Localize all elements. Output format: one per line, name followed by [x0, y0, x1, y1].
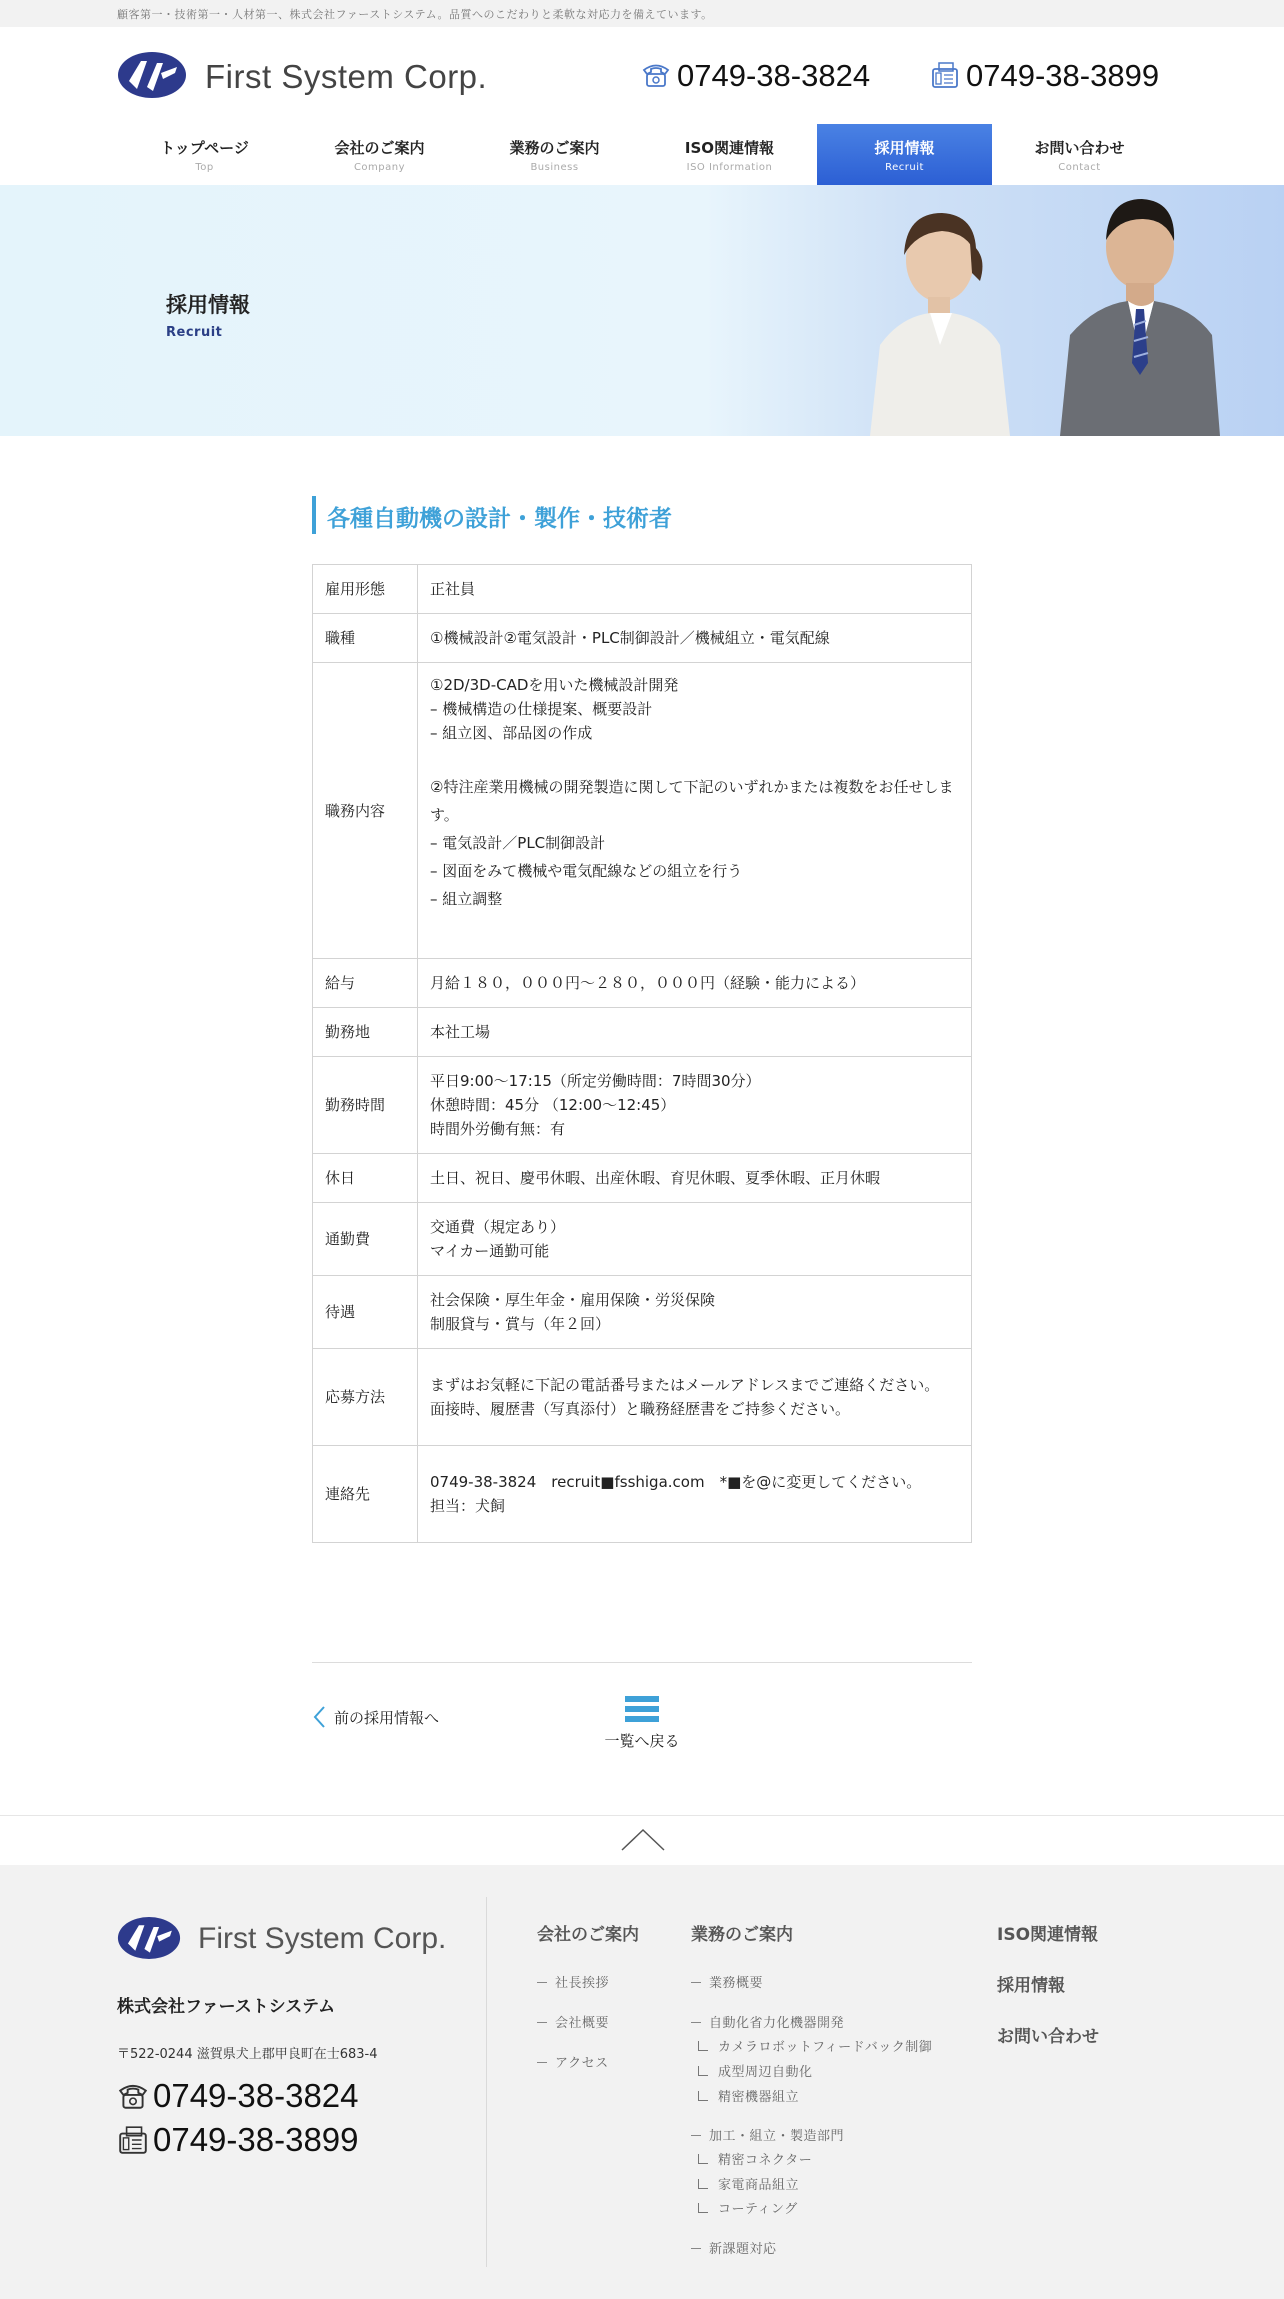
apply-line: まずはお気軽に下記の電話番号またはメールアドレスまでご連絡ください。 [430, 1376, 940, 1394]
commute-line: 交通費（規定あり） [430, 1218, 566, 1236]
footer-link-label: 社長挨拶 [555, 1976, 610, 1991]
row-value [418, 1349, 972, 1446]
nav-label: ISO関連情報 [684, 139, 775, 157]
table-row [313, 614, 972, 663]
elbow-icon [698, 2154, 708, 2164]
footer-sublink-label: 精密コネクター [718, 2153, 813, 2168]
nav-sublabel: Company [353, 162, 406, 173]
footer-sublink-connector[interactable] [698, 2149, 812, 2168]
footer-link-business-overview[interactable] [691, 1972, 763, 1991]
nav-company[interactable] [292, 124, 467, 185]
row-value: 月給１８０，０００円～２８０，０００円（経験・能力による） [418, 959, 972, 1008]
header-phone-number: 0749-38-3824 [677, 58, 871, 93]
chevron-left-icon [312, 1705, 326, 1729]
nav-label: お問い合わせ [1034, 139, 1125, 157]
nav-contact[interactable] [992, 124, 1167, 185]
table-row [313, 663, 972, 959]
footer-link-overview[interactable] [537, 2012, 609, 2031]
footer-menu-company[interactable]: 会社のご案内 [537, 1925, 639, 1945]
table-row [313, 565, 972, 614]
footer-phone[interactable] [117, 2077, 359, 2115]
footer-sublink-label: コーティング [718, 2202, 798, 2217]
page-top-arrow-icon[interactable] [620, 1828, 666, 1852]
row-label: 職種 [313, 614, 418, 663]
content-divider [312, 1662, 972, 1663]
contact-line: 0749-38-3824 recruit■fsshiga.com *■を@に変更してください。 [430, 1473, 922, 1491]
row-label: 待遇 [313, 1276, 418, 1349]
footer-logo-wordmark[interactable]: First System Corp. [198, 1922, 447, 1955]
nav-sublabel: Recruit [885, 162, 924, 173]
header-fax-number: 0749-38-3899 [966, 58, 1160, 93]
footer-menu-iso[interactable]: ISO関連情報 [997, 1925, 1099, 1945]
dash-icon [537, 2022, 547, 2023]
business-people-photo [820, 185, 1284, 436]
site-footer [0, 1865, 1284, 2299]
footer-sublink-molding[interactable] [698, 2061, 813, 2080]
table-row [313, 1057, 972, 1154]
footer-sublink-coating[interactable] [698, 2198, 798, 2217]
footer-company-name: 株式会社ファーストシステム [117, 1997, 336, 2017]
row-label: 休日 [313, 1154, 418, 1203]
footer-sublink-label: 精密機器組立 [718, 2090, 800, 2105]
row-value: 正社員 [418, 565, 972, 614]
company-logo-icon[interactable] [117, 51, 187, 99]
elbow-icon [698, 2179, 708, 2189]
row-label: 通勤費 [313, 1203, 418, 1276]
footer-sublink-camera-robot[interactable] [698, 2036, 932, 2055]
footer-menu-recruit[interactable]: 採用情報 [997, 1976, 1065, 1996]
elbow-icon [698, 2041, 708, 2051]
spacer [430, 745, 959, 773]
table-row [313, 959, 972, 1008]
footer-sublink-label: 家電商品組立 [718, 2178, 800, 2193]
footer-link-access[interactable] [537, 2052, 609, 2071]
row-label: 給与 [313, 959, 418, 1008]
logo-wordmark[interactable]: First System Corp. [205, 58, 488, 95]
row-value: 本社工場 [418, 1008, 972, 1057]
tagline-text: 顧客第一・技術第一・人材第一、株式会社ファーストシステム。品質へのこだわりと柔軟な対応力を備えています。 [117, 8, 713, 21]
row-value [418, 1057, 972, 1154]
elbow-icon [698, 2091, 708, 2101]
prev-recruit-label: 前の採用情報へ [334, 1709, 440, 1727]
footer-sublink-label: 成型周辺自動化 [718, 2065, 813, 2080]
dash-icon [691, 2022, 701, 2023]
nav-business[interactable] [467, 124, 642, 185]
row-label: 職務内容 [313, 663, 418, 959]
table-row [313, 1446, 972, 1543]
footer-sublink-appliance[interactable] [698, 2174, 799, 2193]
table-row [313, 1154, 972, 1203]
hours-line: 時間外労働有無：有 [430, 1120, 566, 1138]
main-nav [117, 124, 1167, 185]
telephone-icon [117, 2081, 149, 2111]
row-label: 勤務地 [313, 1008, 418, 1057]
row-value [418, 663, 972, 959]
footer-link-automation[interactable] [691, 2012, 844, 2031]
row-value: ①機械設計②電気設計・PLC制御設計／機械組立・電気配線 [418, 614, 972, 663]
nav-top[interactable] [117, 124, 292, 185]
hours-line: 平日9:00～17:15（所定労働時間：7時間30分） [430, 1072, 761, 1090]
elbow-icon [698, 2203, 708, 2213]
dash-icon [537, 2062, 547, 2063]
benefits-line: 制服貸与・賞与（年２回） [430, 1315, 611, 1333]
footer-logo-icon[interactable] [117, 1916, 181, 1960]
nav-iso[interactable] [642, 124, 817, 185]
footer-fax-number: 0749-38-3899 [153, 2121, 359, 2158]
row-label: 連絡先 [313, 1446, 418, 1543]
table-row [313, 1008, 972, 1057]
fax-icon [117, 2125, 149, 2155]
duties-line: – 機械構造の仕様提案、概要設計 [430, 700, 653, 718]
footer-link-label: 業務概要 [709, 1976, 764, 1991]
header-fax[interactable] [930, 58, 1159, 94]
telephone-icon [641, 61, 671, 89]
footer-menu-contact[interactable]: お問い合わせ [997, 2027, 1099, 2047]
contact-line: 担当：犬飼 [430, 1497, 506, 1515]
row-value [418, 1276, 972, 1349]
nav-sublabel: Contact [1058, 162, 1101, 173]
hero-title: 採用情報 [166, 293, 250, 317]
nav-sublabel: ISO Information [686, 162, 773, 173]
footer-sublink-label: カメラロボットフィードバック制御 [718, 2040, 933, 2055]
hero-banner [0, 185, 1284, 436]
footer-menu-business[interactable]: 業務のご案内 [691, 1925, 793, 1945]
nav-sublabel: Top [195, 162, 214, 173]
footer-link-label: 加工・組立・製造部門 [709, 2129, 845, 2144]
row-value [418, 1203, 972, 1276]
footer-link-label: 新課題対応 [709, 2242, 777, 2257]
footer-sublink-precision-assembly[interactable] [698, 2086, 799, 2105]
row-label: 応募方法 [313, 1349, 418, 1446]
footer-link-label: 自動化省力化機器開発 [709, 2016, 845, 2031]
table-row [313, 1203, 972, 1276]
footer-link-manufacturing[interactable] [691, 2125, 844, 2144]
top-tagline-bar [0, 0, 1284, 27]
benefits-line: 社会保険・厚生年金・雇用保険・労災保険 [430, 1291, 716, 1309]
dash-icon [537, 1982, 547, 1983]
hero-subtitle: Recruit [166, 325, 223, 340]
elbow-icon [698, 2066, 708, 2076]
job-details-table [312, 564, 972, 1543]
nav-label: 業務のご案内 [509, 139, 600, 157]
footer-link-label: 会社概要 [555, 2016, 610, 2031]
duties-line: – 組立調整 [430, 890, 503, 908]
table-row [313, 1276, 972, 1349]
nav-label: トップページ [160, 139, 249, 157]
commute-line: マイカー通勤可能 [430, 1242, 550, 1260]
footer-address: 〒522-0244 滋賀県犬上郡甲良町在士683-4 [117, 2047, 378, 2062]
footer-fax[interactable] [117, 2121, 359, 2159]
back-to-list-label: 一覧へ戻る [604, 1732, 680, 1750]
back-to-list-link[interactable] [600, 1696, 684, 1751]
dash-icon [691, 2248, 701, 2249]
job-title: 各種自動機の設計・製作・技術者 [312, 496, 972, 534]
dash-icon [691, 2135, 701, 2136]
nav-label: 会社のご案内 [334, 139, 425, 157]
duties-line: – 電気設計／PLC制御設計 [430, 834, 606, 852]
row-value: 土日、祝日、慶弔休暇、出産休暇、育児休暇、夏季休暇、正月休暇 [418, 1154, 972, 1203]
footer-phone-number: 0749-38-3824 [153, 2077, 359, 2114]
nav-sublabel: Business [530, 162, 579, 173]
list-icon [625, 1696, 659, 1722]
duties-line: – 図面をみて機械や電気配線などの組立を行う [430, 862, 743, 880]
row-label: 雇用形態 [313, 565, 418, 614]
footer-divider [486, 1897, 487, 2267]
nav-recruit[interactable] [817, 124, 992, 185]
footer-link-greeting[interactable] [537, 1972, 609, 1991]
pagetop-divider [0, 1815, 1284, 1816]
row-value [418, 1446, 972, 1543]
hours-line: 休憩時間：45分 （12:00～12:45） [430, 1096, 676, 1114]
duties-line: – 組立図、部品図の作成 [430, 724, 593, 742]
duties-line: ①2D/3D-CADを用いた機械設計開発 [430, 676, 679, 694]
prev-recruit-link[interactable] [312, 1705, 439, 1729]
table-row [313, 1349, 972, 1446]
fax-icon [930, 61, 960, 89]
nav-label: 採用情報 [874, 139, 935, 157]
footer-link-label: アクセス [555, 2056, 609, 2071]
dash-icon [691, 1982, 701, 1983]
row-label: 勤務時間 [313, 1057, 418, 1154]
footer-link-new-issues[interactable] [691, 2238, 777, 2257]
header-phone[interactable] [641, 58, 870, 94]
apply-line: 面接時、履歴書（写真添付）と職務経歴書をご持参ください。 [430, 1400, 851, 1418]
duties-line: ②特注産業用機械の開発製造に関して下記のいずれかまたは複数をお任せします。 [430, 778, 954, 824]
